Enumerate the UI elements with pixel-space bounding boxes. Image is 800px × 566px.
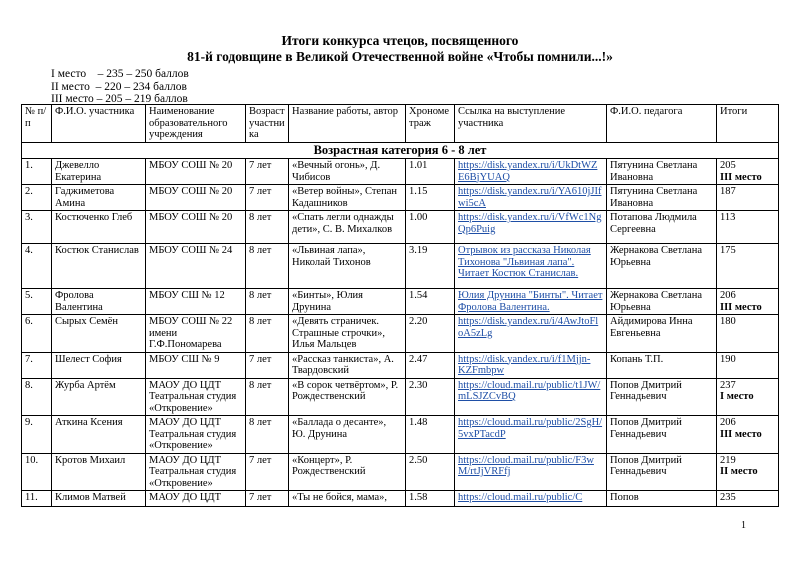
result-cell <box>717 315 779 353</box>
performance-link[interactable]: https://disk.yandex.ru/i/4AwJtoFloA5zLg <box>455 315 607 353</box>
row-num: 7. <box>22 352 52 378</box>
participant-age: 7 лет <box>246 159 289 185</box>
table-row <box>22 159 779 185</box>
table-row <box>22 352 779 378</box>
duration: 3.19 <box>406 244 455 289</box>
school-name: МБОУ СШ № 9 <box>146 352 246 378</box>
score: 190 <box>720 353 736 365</box>
performance-link[interactable]: https://cloud.mail.ru/public/F3wM/rtJjVRFfj <box>455 453 607 491</box>
header-result: Итоги <box>717 105 779 143</box>
participant-age: 7 лет <box>246 491 289 507</box>
duration: 1.00 <box>406 211 455 244</box>
duration: 1.58 <box>406 491 455 507</box>
table-row <box>22 416 779 454</box>
header-school: Наименование образовательного учреждения <box>146 105 246 143</box>
score: 219 <box>720 454 736 466</box>
score: 175 <box>720 245 736 256</box>
participant-name: Сырых Семён <box>52 315 146 353</box>
work-title: «Баллада о десанте», Ю. Друнина <box>289 416 406 454</box>
score: 235 <box>720 492 736 503</box>
result-cell <box>717 352 779 378</box>
duration: 2.47 <box>406 352 455 378</box>
duration: 2.30 <box>406 378 455 416</box>
participant-age: 8 лет <box>246 211 289 244</box>
school-name: МБОУ СОШ № 20 <box>146 159 246 185</box>
work-title: «Ты не бойся, мама», <box>289 491 406 507</box>
work-title: «Спать легли однажды дети», С. В. Михалков <box>289 211 406 244</box>
work-title: «Рассказ танкиста», А. Твардовский <box>289 352 406 378</box>
school-name: МАОУ ДО ЦДТ <box>146 491 246 507</box>
header-num: № п/п <box>22 105 52 143</box>
document-title-line1: Итоги конкурса чтецов, посвященного <box>281 33 519 48</box>
row-num: 8. <box>22 378 52 416</box>
result-cell <box>717 289 779 315</box>
duration: 2.50 <box>406 453 455 491</box>
table-row <box>22 453 779 491</box>
teacher-name: Попов Дмитрий Геннадьевич <box>607 378 717 416</box>
performance-link[interactable]: Отрывок из рассказа Николая Тихонова "Львиная лапа". Читает Костюк Станислав. <box>455 244 607 289</box>
result-cell <box>717 211 779 244</box>
place-2-criteria: II место – 220 – 234 баллов <box>51 80 187 93</box>
duration: 1.15 <box>406 185 455 211</box>
performance-link[interactable]: https://disk.yandex.ru/i/VfWc1NgQp6Puig <box>455 211 607 244</box>
header-work: Название работы, автор <box>289 105 406 143</box>
participant-age: 7 лет <box>246 185 289 211</box>
school-name: МБОУ СОШ № 20 <box>146 185 246 211</box>
place-award: III место <box>720 301 762 313</box>
work-title: «Бинты», Юлия Друнина <box>289 289 406 315</box>
teacher-name: Попов Дмитрий Геннадьевич <box>607 453 717 491</box>
participant-name: Костюк Станислав <box>52 244 146 289</box>
participant-name: Фролова Валентина <box>52 289 146 315</box>
school-name: МАОУ ДО ЦДТ Театральная студия «Откровение» <box>146 453 246 491</box>
place-award: I место <box>720 391 754 402</box>
teacher-name: Жернакова Светлана Юрьевна <box>607 289 717 315</box>
row-num: 1. <box>22 159 52 185</box>
header-time: Хронометраж <box>406 105 455 143</box>
teacher-name: Потапова Людмила Сергеевна <box>607 211 717 244</box>
score: 113 <box>720 212 736 223</box>
score: 205 <box>720 160 736 171</box>
performance-link[interactable]: https://disk.yandex.ru/i/UkDtWZE6BjYUAQ <box>455 159 607 185</box>
result-cell <box>717 244 779 289</box>
participant-name: Кротов Михаил <box>52 453 146 491</box>
result-cell <box>717 378 779 416</box>
performance-link[interactable]: https://cloud.mail.ru/public/C <box>455 491 607 507</box>
table-header-row <box>22 105 779 143</box>
place-3-criteria: III место – 205 – 219 баллов <box>51 93 188 105</box>
performance-link[interactable]: Юлия Друнина "Бинты". Читает Фролова Валентина. <box>455 289 607 315</box>
row-num: 5. <box>22 289 52 315</box>
category-row <box>22 142 779 159</box>
result-cell <box>717 491 779 507</box>
place-award: III место <box>720 428 762 440</box>
row-num: 4. <box>22 244 52 289</box>
duration: 1.54 <box>406 289 455 315</box>
place-award: III место <box>720 171 762 183</box>
score: 187 <box>720 186 736 197</box>
place-award: II место <box>720 466 758 477</box>
table-row <box>22 289 779 315</box>
school-name: МБОУ СШ № 12 <box>146 289 246 315</box>
teacher-name: Жернакова Светлана Юрьевна <box>607 244 717 289</box>
score: 206 <box>720 417 736 428</box>
row-num: 9. <box>22 416 52 454</box>
row-num: 11. <box>22 491 52 507</box>
result-cell <box>717 185 779 211</box>
participant-name: Костюченко Глеб <box>52 211 146 244</box>
school-name: МАОУ ДО ЦДТ Театральная студия «Откровение» <box>146 378 246 416</box>
table-body <box>22 142 779 507</box>
work-title: «Концерт», Р. Рождественский <box>289 453 406 491</box>
participant-age: 8 лет <box>246 289 289 315</box>
table-row <box>22 185 779 211</box>
participant-name: Климов Матвей <box>52 491 146 507</box>
duration: 2.20 <box>406 315 455 353</box>
participant-name: Шелест София <box>52 352 146 378</box>
row-num: 2. <box>22 185 52 211</box>
work-title: «Ветер войны», Степан Кадашников <box>289 185 406 211</box>
participant-age: 8 лет <box>246 378 289 416</box>
table-row <box>22 315 779 353</box>
teacher-name: Попов Дмитрий Геннадьевич <box>607 416 717 454</box>
teacher-name: Айдимирова Инна Евгеньевна <box>607 315 717 353</box>
row-num: 3. <box>22 211 52 244</box>
performance-link[interactable]: https://disk.yandex.ru/i/f1Mjjn-KZFmbpw <box>455 352 607 378</box>
participant-name: Аткина Ксения <box>52 416 146 454</box>
score: 237 <box>720 379 736 391</box>
work-title: «Вечный огонь», Д. Чибисов <box>289 159 406 185</box>
participant-name: Гаджиметова Амина <box>52 185 146 211</box>
work-title: «В сорок четвёртом», Р. Рождественский <box>289 378 406 416</box>
table-row <box>22 378 779 416</box>
school-name: МБОУ СОШ № 20 <box>146 211 246 244</box>
performance-link[interactable]: https://cloud.mail.ru/public/t1JW/mLSJZCvBQ <box>455 378 607 416</box>
result-cell <box>717 453 779 491</box>
teacher-name: Попов <box>607 491 717 507</box>
header-name: Ф.И.О. участника <box>52 105 146 143</box>
teacher-name: Пятунина Светлана Ивановна <box>607 159 717 185</box>
document-title-line2: 81-й годовщине в Великой Отечественной войне «Чтобы помнили...!» <box>187 49 613 64</box>
duration: 1.48 <box>406 416 455 454</box>
row-num: 6. <box>22 315 52 353</box>
places-legend <box>51 68 189 106</box>
score: 206 <box>720 290 736 301</box>
category-label: Возрастная категория 6 - 8 лет <box>22 142 779 159</box>
participant-age: 7 лет <box>246 352 289 378</box>
participant-name: Журба Артём <box>52 378 146 416</box>
performance-link[interactable]: https://cloud.mail.ru/public/2SgH/5vxPTacdP <box>455 416 607 454</box>
score: 180 <box>720 316 736 327</box>
table-row <box>22 244 779 289</box>
table-row <box>22 491 779 507</box>
performance-link[interactable]: https://disk.yandex.ru/i/YA610jJIfwi5cA <box>455 185 607 211</box>
header-link: Ссылка на выступление участника <box>455 105 607 143</box>
participant-age: 8 лет <box>246 416 289 454</box>
work-title: «Девять страничек. Страшные строчки», Илья Мальцев <box>289 315 406 353</box>
teacher-name: Пятунина Светлана Ивановна <box>607 185 717 211</box>
result-cell <box>717 159 779 185</box>
duration: 1.01 <box>406 159 455 185</box>
participant-age: 8 лет <box>246 315 289 353</box>
participant-age: 8 лет <box>246 244 289 289</box>
header-teacher: Ф.И.О. педагога <box>607 105 717 143</box>
result-cell <box>717 416 779 454</box>
school-name: МАОУ ДО ЦДТ Театральная студия «Откровение» <box>146 416 246 454</box>
page-number: 1 <box>741 520 746 531</box>
place-1-criteria: I место – 235 – 250 баллов <box>51 68 189 80</box>
row-num: 10. <box>22 453 52 491</box>
school-name: МБОУ СОШ № 22 имени Г.Ф.Пономарева <box>146 315 246 353</box>
work-title: «Львиная лапа», Николай Тихонов <box>289 244 406 289</box>
participant-name: Джевелло Екатерина <box>52 159 146 185</box>
header-age: Возраст участника <box>246 105 289 143</box>
teacher-name: Копань Т.П. <box>607 352 717 378</box>
school-name: МБОУ СОШ № 24 <box>146 244 246 289</box>
results-table <box>21 104 779 507</box>
table-row <box>22 211 779 244</box>
participant-age: 7 лет <box>246 453 289 491</box>
